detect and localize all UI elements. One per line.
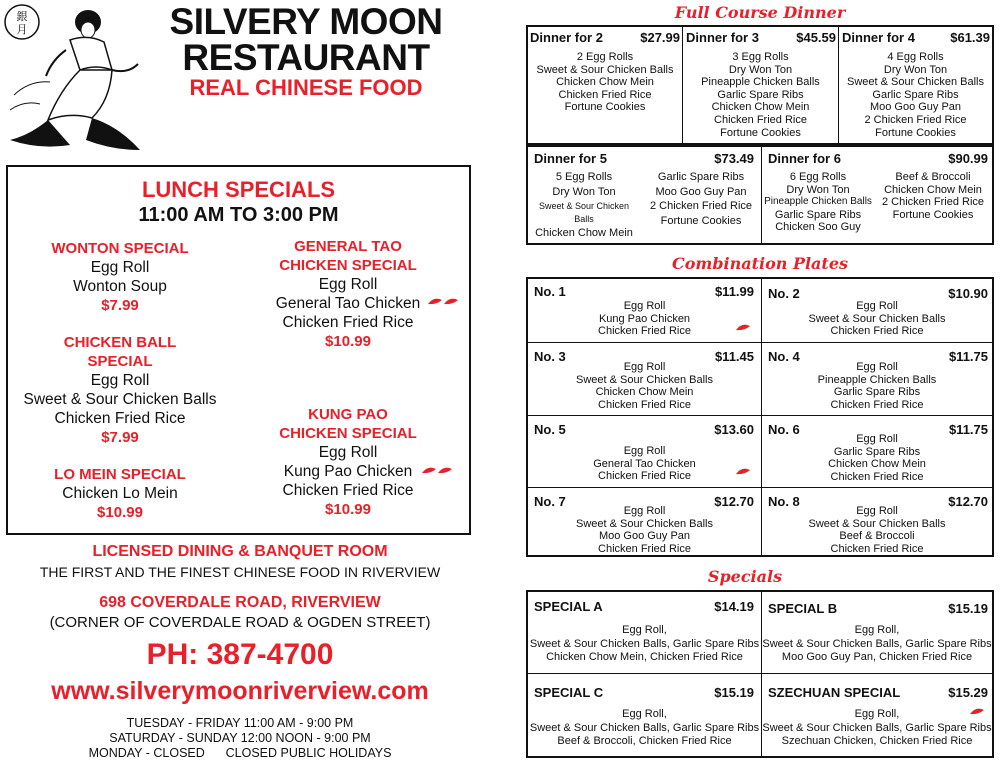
dinner-bottom-box bbox=[526, 145, 994, 245]
dinner-item: Chicken Chow Mein bbox=[556, 76, 654, 89]
chili-pepper-icon bbox=[426, 295, 460, 307]
item-line: General Tao Chicken bbox=[275, 295, 421, 312]
item-line: Kung Pao Chicken bbox=[283, 463, 413, 480]
special-title: SPECIAL A bbox=[534, 599, 603, 614]
hours-line: TUESDAY - FRIDAY 11:00 AM - 9:00 PM bbox=[126, 716, 354, 730]
special-line: Egg Roll, bbox=[622, 708, 667, 720]
special-line: Egg Roll, bbox=[854, 624, 900, 636]
tagline: REAL CHINESE FOOD bbox=[189, 75, 423, 100]
slogan: THE FIRST AND THE FINEST CHINESE FOOD IN RIVERVIEW bbox=[39, 564, 441, 580]
dinner-items-col1 bbox=[762, 171, 874, 234]
plate-item: Kung Pao Chicken bbox=[598, 312, 691, 325]
special-line: Egg Roll, bbox=[622, 624, 667, 636]
plate-item: Chicken Fried Rice bbox=[598, 398, 691, 411]
dinner-item: 4 Egg Rolls bbox=[887, 51, 944, 63]
plate-item: Beef & Broccoli bbox=[839, 530, 915, 543]
plate-title: No. 2 bbox=[768, 286, 800, 301]
dinner-item: Garlic Spare Ribs bbox=[872, 88, 959, 101]
dinner-price: $45.59 bbox=[796, 30, 836, 45]
plate-item: Egg Roll bbox=[623, 445, 666, 457]
plate-item: Garlic Spare Ribs bbox=[833, 386, 921, 399]
plate-item: Chicken Fried Rice bbox=[598, 470, 691, 483]
plate-item: Garlic Spare Ribs bbox=[833, 445, 921, 458]
plate-item: Sweet & Sour Chicken Balls bbox=[576, 373, 713, 386]
dinner-item: Moo Goo Guy Pan bbox=[655, 185, 747, 198]
lunch-item-kung-pao bbox=[248, 405, 448, 519]
plate-title: No. 5 bbox=[534, 422, 566, 437]
svg-text:月: 月 bbox=[16, 23, 28, 36]
item-line: Egg Roll bbox=[318, 444, 378, 461]
special-items bbox=[762, 624, 992, 664]
dinner-title: Dinner for 5 bbox=[534, 151, 607, 166]
plate-title: No. 4 bbox=[768, 349, 800, 364]
item-line: Chicken Lo Mein bbox=[62, 485, 178, 502]
item-line: Egg Roll bbox=[90, 372, 150, 389]
dinner-item: Garlic Spare Ribs bbox=[657, 171, 745, 183]
dinner-item: Moo Goo Guy Pan bbox=[869, 101, 962, 114]
geisha-figure-icon bbox=[0, 0, 160, 160]
plate-item: Sweet & Sour Chicken Balls bbox=[808, 312, 946, 325]
special-items bbox=[528, 624, 761, 664]
item-line: Egg Roll bbox=[318, 276, 378, 293]
dinner-item: Dry Won Ton bbox=[786, 183, 850, 196]
plate-items bbox=[528, 505, 761, 555]
plate-title: No. 7 bbox=[534, 494, 566, 509]
dinner-item: Chicken Soo Guy bbox=[775, 221, 861, 234]
address-corner: (CORNER OF COVERDALE ROAD & OGDEN STREET) bbox=[49, 614, 431, 631]
lunch-item-chicken-ball bbox=[10, 333, 230, 447]
item-name: WONTON SPECIAL bbox=[51, 240, 189, 257]
dinner-price: $61.39 bbox=[950, 30, 990, 45]
hours-line: MONDAY - CLOSED CLOSED PUBLIC HOLIDAYS bbox=[88, 746, 392, 760]
special-line: Sweet & Sour Chicken Balls, Garlic Spare Ribs bbox=[529, 637, 760, 650]
plate-item: Chicken Chow Mein bbox=[828, 458, 926, 471]
special-title: SZECHUAN SPECIAL bbox=[768, 685, 901, 700]
special-title: SPECIAL C bbox=[534, 685, 604, 700]
plate-items bbox=[528, 361, 761, 411]
plate-items bbox=[762, 300, 992, 338]
plate-title: No. 6 bbox=[768, 422, 800, 437]
dinner-price: $73.49 bbox=[714, 151, 754, 166]
dinner-item: 2 Chicken Fried Rice bbox=[864, 113, 967, 126]
plate-title: No. 3 bbox=[534, 349, 566, 364]
dinner-top-box bbox=[526, 25, 994, 145]
plate-title: No. 1 bbox=[534, 284, 566, 299]
dinner-title: Dinner for 4 bbox=[842, 30, 915, 45]
item-name: GENERAL TAO bbox=[294, 238, 402, 255]
item-price: $10.99 bbox=[97, 504, 143, 521]
item-line: Chicken Fried Rice bbox=[54, 410, 186, 427]
plate-item: Chicken Fried Rice bbox=[830, 325, 924, 338]
plate-item: General Tao Chicken bbox=[593, 457, 696, 470]
dinner-item: Sweet & Sour Chicken Balls bbox=[847, 76, 984, 89]
hours-line: SATURDAY - SUNDAY 12:00 NOON - 9:00 PM bbox=[109, 731, 371, 745]
special-price: $14.19 bbox=[714, 599, 754, 614]
plate-price: $12.70 bbox=[714, 494, 754, 509]
dinner-item: 2 Egg Rolls bbox=[576, 51, 634, 63]
item-price: $7.99 bbox=[101, 429, 139, 446]
special-line: Sweet & Sour Chicken Balls, Garlic Spare Ribs bbox=[762, 637, 992, 650]
licensed-dining: LICENSED DINING & BANQUET ROOM bbox=[92, 543, 388, 560]
plate-item: Egg Roll bbox=[856, 433, 898, 445]
plate-item: Chicken Fried Rice bbox=[830, 542, 924, 555]
item-line: Wonton Soup bbox=[73, 278, 167, 295]
special-line: Beef & Broccoli, Chicken Fried Rice bbox=[557, 735, 732, 748]
dinner-item: 6 Egg Rolls bbox=[789, 171, 847, 183]
lunch-item-lo-mein bbox=[20, 465, 220, 522]
dinner-item: Pineapple Chicken Balls bbox=[701, 76, 820, 89]
dinner-item: Chicken Chow Mein bbox=[535, 227, 633, 240]
opening-hours bbox=[0, 716, 480, 761]
dinner-item: Chicken Fried Rice bbox=[558, 88, 652, 101]
dinner-item: Dry Won Ton bbox=[552, 185, 616, 198]
plate-items bbox=[762, 361, 992, 411]
special-line: Chicken Chow Mein, Chicken Fried Rice bbox=[546, 651, 743, 664]
item-name: LO MEIN SPECIAL bbox=[54, 466, 186, 483]
plate-price: $12.70 bbox=[948, 494, 988, 509]
chili-pepper-icon bbox=[734, 321, 752, 333]
special-items bbox=[528, 708, 761, 748]
dinner-item: Dry Won Ton bbox=[728, 63, 793, 76]
dinner-price: $27.99 bbox=[640, 30, 680, 45]
plate-price: $10.90 bbox=[948, 286, 988, 301]
dinner-item: Sweet & Sour Chicken Balls bbox=[536, 63, 674, 76]
plate-item: Sweet & Sour Chicken Balls bbox=[808, 517, 946, 530]
dinner-item: 2 Chicken Fried Rice bbox=[881, 196, 985, 209]
special-line: Szechuan Chicken, Chicken Fried Rice bbox=[781, 735, 973, 748]
dinner-item: Chicken Fried Rice bbox=[714, 113, 807, 126]
lunch-item-general-tao bbox=[248, 237, 448, 351]
special-items bbox=[762, 708, 992, 748]
dinner-items-col2 bbox=[874, 171, 992, 221]
combination-heading: Combination Plates bbox=[672, 254, 848, 273]
plate-item: Chicken Chow Mein bbox=[595, 386, 694, 399]
dinner-item: Chicken Chow Mein bbox=[711, 101, 810, 114]
dinner-item: 3 Egg Rolls bbox=[732, 51, 789, 63]
item-line: Sweet & Sour Chicken Balls bbox=[23, 391, 217, 408]
dinner-item: Dry Won Ton bbox=[883, 63, 948, 76]
chili-pepper-icon bbox=[420, 464, 454, 476]
dinner-item: Fortune Cookies bbox=[892, 208, 974, 221]
dinner-item: Fortune Cookies bbox=[875, 126, 956, 139]
special-line: Egg Roll, bbox=[854, 708, 900, 720]
plate-item: Egg Roll bbox=[623, 505, 666, 517]
dinner-items-col1 bbox=[528, 171, 640, 240]
combination-box bbox=[526, 277, 994, 557]
plate-price: $11.99 bbox=[714, 284, 754, 299]
dinner-item: 2 Chicken Fried Rice bbox=[649, 200, 753, 213]
plate-item: Pineapple Chicken Balls bbox=[817, 373, 937, 386]
plate-items bbox=[762, 433, 992, 483]
item-name: KUNG PAO bbox=[308, 406, 388, 423]
special-price: $15.29 bbox=[948, 685, 988, 700]
special-line: Sweet & Sour Chicken Balls, Garlic Spare Ribs bbox=[529, 721, 760, 734]
lunch-title: LUNCH SPECIALS bbox=[141, 177, 336, 202]
address: 698 COVERDALE ROAD, RIVERVIEW bbox=[99, 594, 381, 611]
special-price: $15.19 bbox=[948, 601, 988, 616]
dinner-items bbox=[528, 51, 682, 114]
restaurant-name-line1: SILVERY MOON bbox=[169, 1, 443, 42]
dinner-items-col2 bbox=[642, 171, 760, 227]
dinner-price: $90.99 bbox=[948, 151, 988, 166]
plate-item: Moo Goo Guy Pan bbox=[598, 530, 691, 543]
plate-item: Chicken Fried Rice bbox=[598, 325, 691, 338]
plate-item: Egg Roll bbox=[856, 300, 898, 312]
full-course-heading: Full Course Dinner bbox=[674, 3, 846, 22]
item-price: $10.99 bbox=[325, 333, 371, 350]
specials-box bbox=[526, 590, 994, 758]
plate-items bbox=[762, 505, 992, 555]
item-line: Chicken Fried Rice bbox=[282, 314, 414, 331]
specials-heading: Specials bbox=[707, 567, 783, 586]
plate-item: Egg Roll bbox=[623, 361, 666, 373]
dinner-items bbox=[839, 51, 992, 139]
lunch-item-wonton bbox=[20, 239, 220, 315]
plate-item: Chicken Fried Rice bbox=[830, 470, 924, 483]
item-name: SPECIAL bbox=[87, 353, 153, 370]
dinner-item: 5 Egg Rolls bbox=[555, 171, 613, 183]
dinner-items bbox=[683, 51, 838, 139]
dinner-title: Dinner for 2 bbox=[530, 30, 603, 45]
item-line: Chicken Fried Rice bbox=[282, 482, 414, 499]
plate-item: Chicken Fried Rice bbox=[830, 398, 924, 411]
dinner-item: Pineapple Chicken Balls bbox=[764, 196, 872, 208]
special-price: $15.19 bbox=[714, 685, 754, 700]
plate-items bbox=[528, 300, 761, 338]
item-price: $7.99 bbox=[101, 297, 139, 314]
plate-item: Egg Roll bbox=[856, 505, 898, 517]
dinner-title: Dinner for 3 bbox=[686, 30, 759, 45]
dinner-item: Chicken Chow Mein bbox=[884, 183, 982, 196]
special-line: Moo Goo Guy Pan, Chicken Fried Rice bbox=[781, 651, 973, 664]
item-name: CHICKEN BALL bbox=[63, 334, 177, 351]
plate-item: Chicken Fried Rice bbox=[598, 542, 691, 555]
chili-pepper-icon bbox=[734, 465, 752, 477]
plate-price: $11.75 bbox=[948, 349, 988, 364]
svg-text:銀: 銀 bbox=[16, 10, 28, 23]
plate-title: No. 8 bbox=[768, 494, 800, 509]
dinner-item: Garlic Spare Ribs bbox=[774, 208, 862, 221]
dinner-item: Garlic Spare Ribs bbox=[717, 88, 804, 101]
plate-item: Egg Roll bbox=[856, 361, 898, 373]
chili-pepper-icon bbox=[968, 705, 986, 717]
plate-price: $11.45 bbox=[714, 349, 754, 364]
dinner-item: Fortune Cookies bbox=[564, 101, 646, 114]
special-title: SPECIAL B bbox=[768, 601, 838, 616]
item-name: CHICKEN SPECIAL bbox=[279, 257, 417, 274]
lunch-specials-box bbox=[6, 165, 471, 535]
lunch-hours: 11:00 AM TO 3:00 PM bbox=[138, 204, 339, 226]
dinner-item: Fortune Cookies bbox=[660, 214, 742, 227]
dinner-title: Dinner for 6 bbox=[768, 151, 841, 166]
website-link[interactable]: www.silverymoonriverview.com bbox=[51, 677, 429, 705]
dinner-item: Fortune Cookies bbox=[720, 126, 801, 139]
phone-number: PH: 387-4700 bbox=[146, 638, 334, 671]
special-line: Sweet & Sour Chicken Balls, Garlic Spare Ribs bbox=[762, 721, 992, 734]
plate-items bbox=[528, 445, 761, 483]
dinner-item: Beef & Broccoli bbox=[895, 171, 971, 183]
plate-item: Egg Roll bbox=[623, 300, 666, 312]
plate-price: $11.75 bbox=[948, 422, 988, 437]
dinner-item: Sweet & Sour Chicken Balls bbox=[538, 201, 630, 224]
plate-price: $13.60 bbox=[714, 422, 754, 437]
item-name: CHICKEN SPECIAL bbox=[279, 425, 417, 442]
item-price: $10.99 bbox=[325, 501, 371, 518]
item-line: Egg Roll bbox=[90, 259, 150, 276]
restaurant-name-line2: RESTAURANT bbox=[182, 37, 430, 78]
plate-item: Sweet & Sour Chicken Balls bbox=[576, 517, 713, 530]
